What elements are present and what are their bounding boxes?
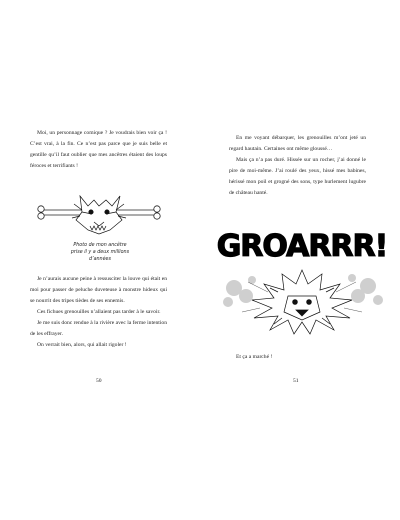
paragraph: Je n’aurais aucune peine à ressusciter la louve qui était en moi pour passer de peluche duveteuse à monstre hideux qui se nourrit des tripes tièdes de ses ennemis. [30,276,167,304]
left-bottom-text [30,274,167,351]
paragraph: On verrait bien, alors, qui allait rigoler ! [37,342,127,348]
paragraph: Je me suis donc rendue à la rivière avec la ferme intention de les effrayer. [30,320,168,337]
roar-text: GROARRR! [216,229,388,264]
photo-caption [60,242,140,263]
caption-line: Photo de mon ancêtre [73,243,127,248]
left-top-text [30,128,167,172]
roaring-wolf-illustration [212,222,392,340]
right-page [200,0,400,520]
paragraph: Ces fichues grenouilles n’allaient pas tarder à le savoir. [37,309,161,315]
paragraph: Mais ça n’a pas duré. Hissée sur un rocher, j’ai donné le pire de moi-même. J’ai roulé des yeux, hissé mes babines, hérissé mon poil et grogné des sons, type hurlement lugubre de château hanté. [229,157,366,196]
wolf-ancestor-illustration [36,190,162,236]
right-top-text [229,133,366,199]
paragraph: Moi, un personnage comique ? Je voudrais bien voir ça ! C’est vrai, à la fin. Ce n’est pas parce que je suis belle et gentille qu’il faut oublier que mes ancêtres étaient des loups féroces et terrifiants ! [30,130,167,169]
caption-line: prise il y a deux millions d’années [70,250,130,262]
closing-line: Et ça a marché ! [236,354,273,360]
page-number: 50 [96,378,102,384]
paragraph: En me voyant débarquer, les grenouilles m’ont jeté un regard hautain. Certaines ont même gloussé… [229,135,366,152]
page-number: 51 [293,378,299,384]
